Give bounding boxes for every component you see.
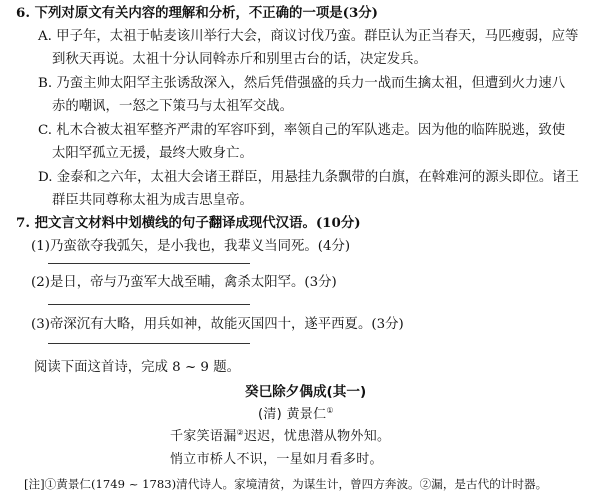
poem-author-name: (清) 黄景仁: [258, 407, 327, 422]
answer-blank-3[interactable]: [48, 343, 250, 344]
answer-blank-1[interactable]: [48, 263, 250, 264]
q6-option-a-line1: A. 甲子年，太祖于帖麦该川举行大会，商议讨伐乃蛮。群臣认为正当春天，马匹瘦弱，应等: [38, 29, 579, 44]
poem-title: 癸巳除夕偶成(其一): [245, 384, 367, 400]
reading-intro: 阅读下面这首诗，完成 8 ~ 9 题。: [34, 360, 240, 375]
q6-option-c-line1: C. 札木合被太祖军整齐严肃的军容吓到，率领自己的军队逃走。因为他的临阵脱逃，致使: [38, 123, 566, 138]
q6-option-a-line2: 到秋天再说。太祖十分认同斡赤斤和别里古台的话，决定发兵。: [52, 52, 427, 67]
q7-sentence-3: (3)帝深沉有大略，用兵如神，故能灭国四十，遂平西夏。(3分): [31, 317, 404, 332]
q6-option-b-line1: B. 乃蛮主帅太阳罕主张诱敌深入，然后凭借强盛的兵力一战而生擒太祖，但遭到火力速八: [38, 76, 566, 91]
q6-option-c-line2: 太阳罕孤立无援，最终大败身亡。: [52, 146, 253, 161]
poem-footnote: [注]①黄景仁(1749 ~ 1783)清代诗人。家境清贫，为谋生计，曾四方奔波。②漏，是古代的计时器。: [24, 477, 548, 491]
poem-line-1: 千家笑语漏②迟迟，忧患潜从物外知。: [170, 428, 391, 444]
q6-option-b-line2: 赤的嘲讽，一怒之下策马与太祖军交战。: [52, 99, 294, 114]
footnote-marker-1: ①: [326, 406, 334, 415]
answer-blank-2[interactable]: [48, 304, 250, 305]
q7-sentence-1: (1)乃蛮欲夺我弧矢，是小我也，我辈义当同死。(4分): [31, 239, 351, 254]
q6-option-d-line2: 群臣共同尊称太祖为成吉思皇帝。: [52, 193, 253, 208]
q6-stem: 6. 下列对原文有关内容的理解和分析，不正确的一项是(3分): [16, 5, 379, 21]
q7-sentence-2: (2)是日，帝与乃蛮军大战至晡，禽杀太阳罕。(3分): [31, 275, 337, 290]
poem-author: [258, 403, 334, 426]
poem-line-2: 悄立市桥人不识，一星如月看多时。: [170, 452, 383, 467]
q7-stem: 7. 把文言文材料中划横线的句子翻译成现代汉语。(10分): [16, 215, 361, 231]
footnote-marker-2: ②: [236, 428, 244, 437]
q6-option-d-line1: D. 金泰和之六年，太祖大会诸王群臣，用悬挂九条飘带的白旗，在斡难河的源头即位。诸王: [38, 170, 580, 185]
